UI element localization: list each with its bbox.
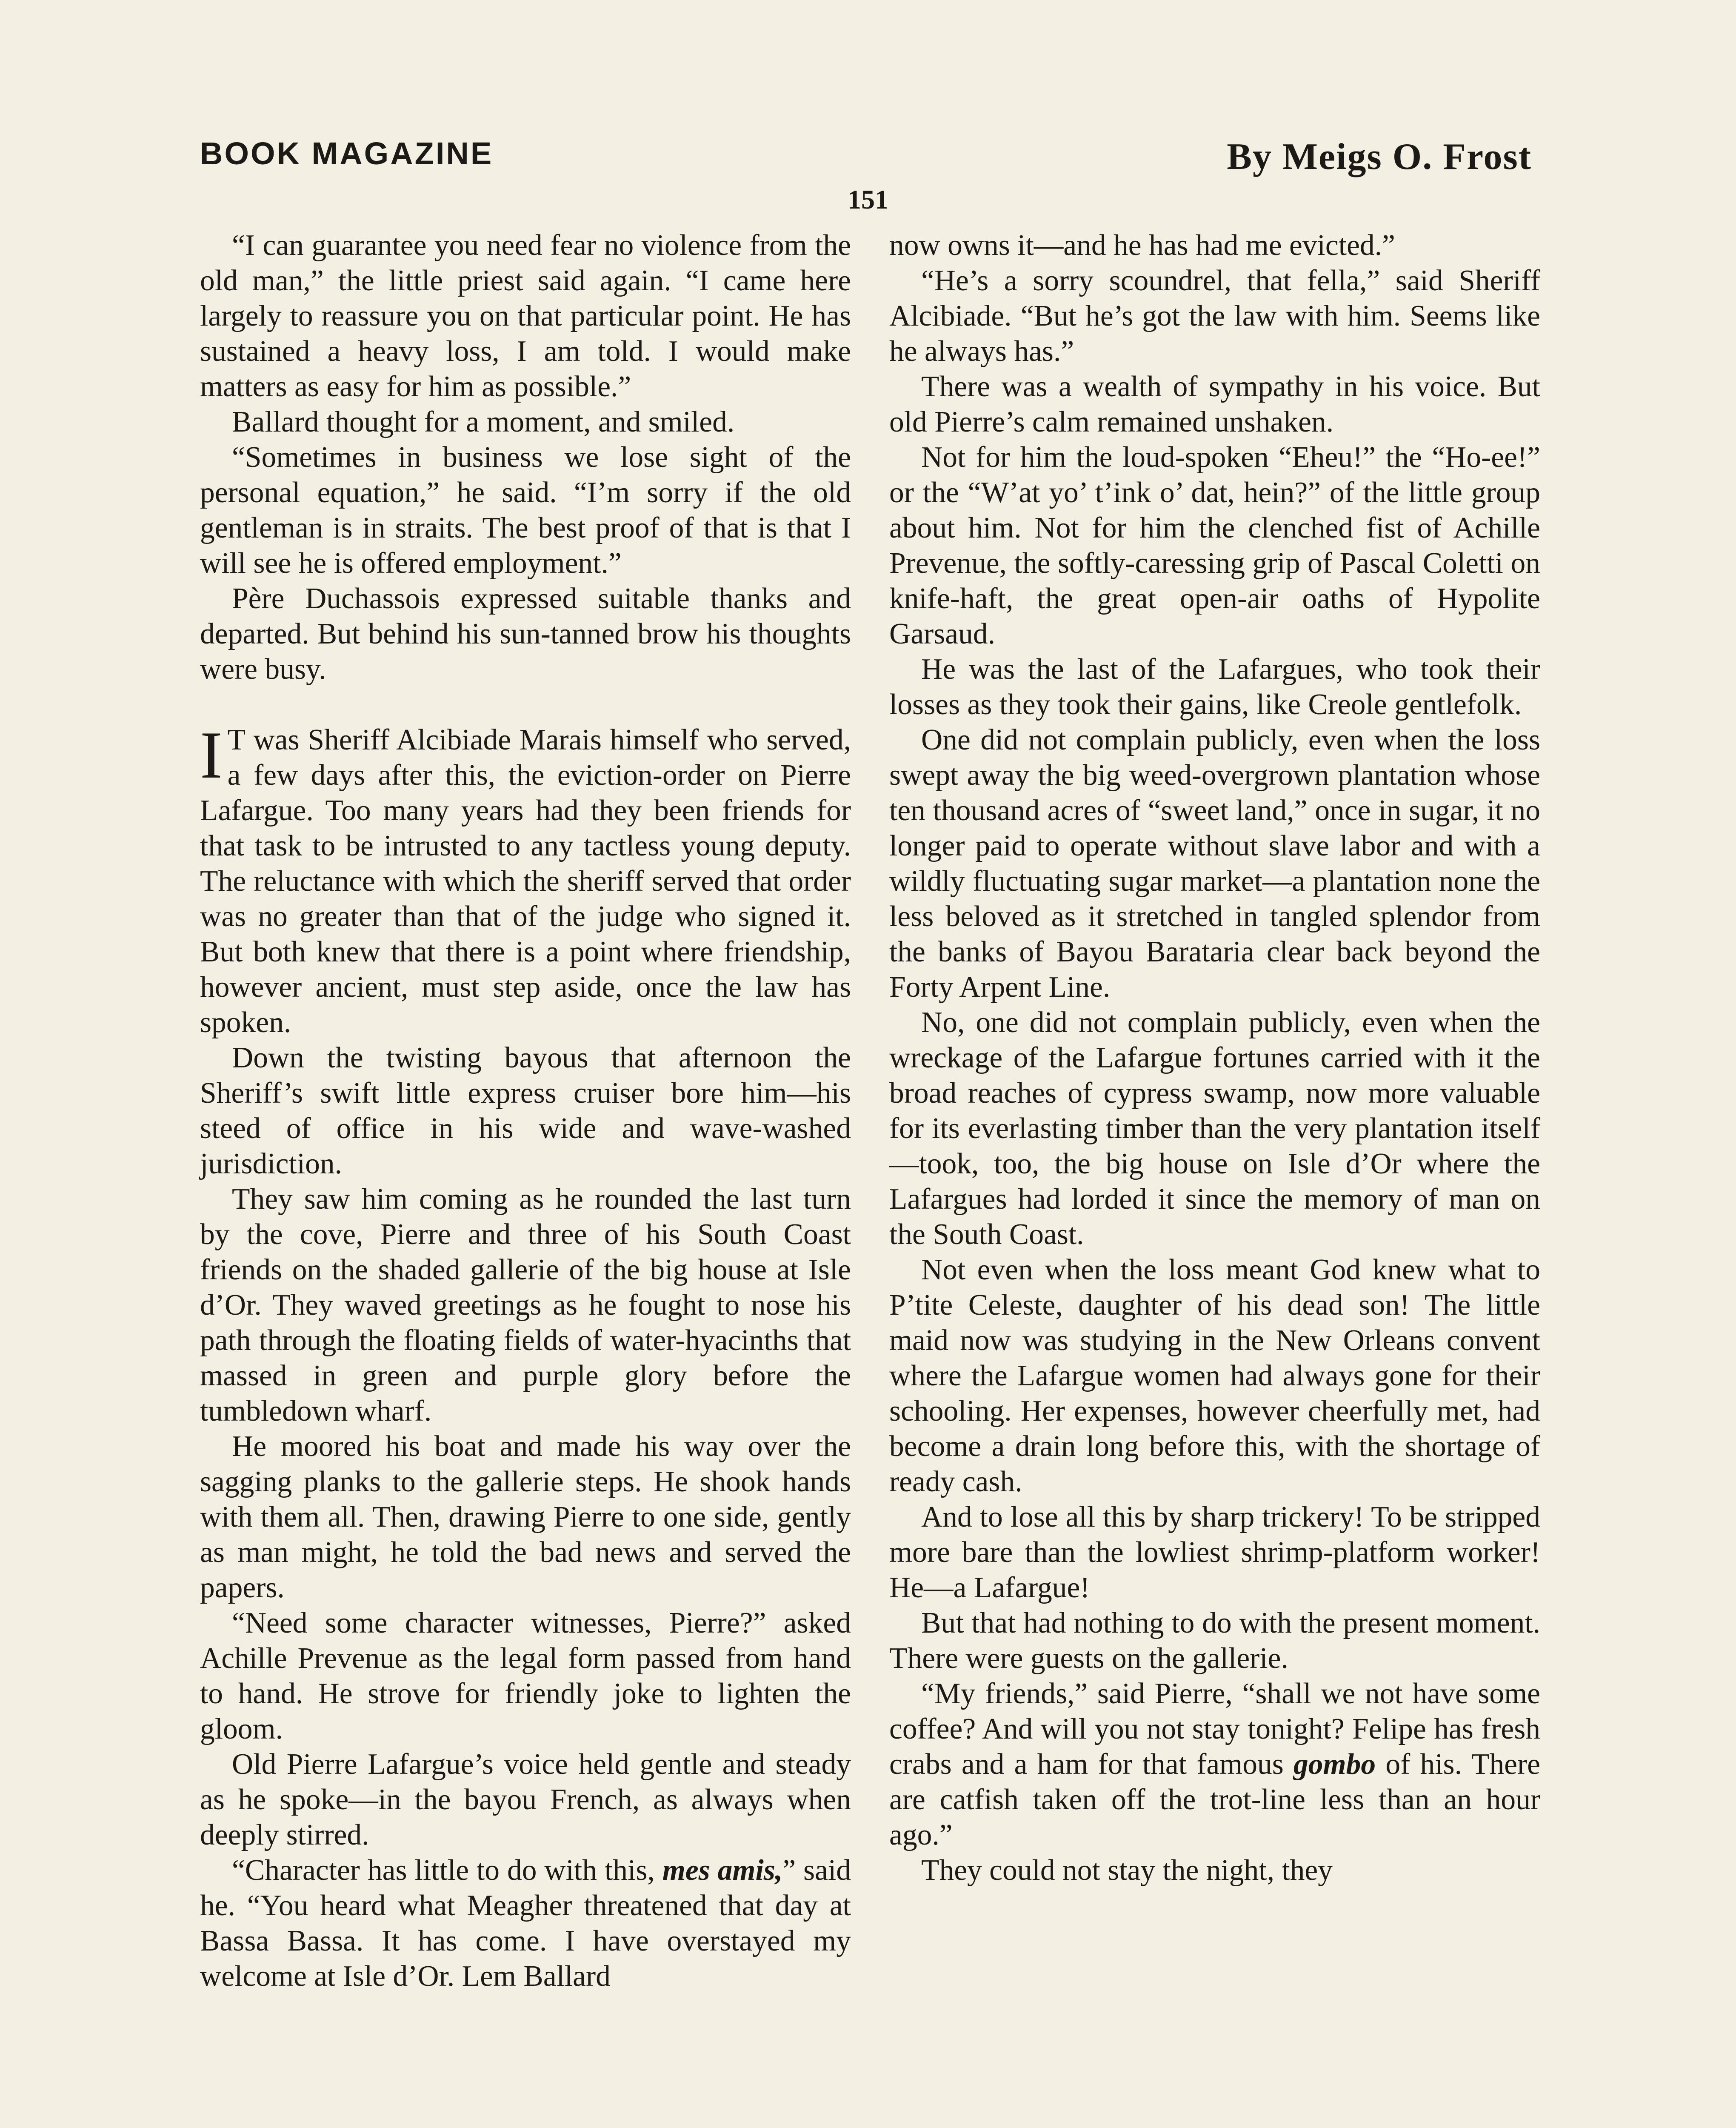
section-start-text: T was Sheriff Alcibiade Marais himself who served, a few days after this, the eviction-order on Pierre Lafargue. Too many years had they been friends for that task to be intrusted to any tactless young deputy. The reluctance with which the sheriff served that order was no greater than that of the judge who signed it. But both knew that there is a point where friendship, however ancient, must step aside, once the law has spoken.: [200, 724, 851, 1039]
paragraph: “I can guarantee you need fear no violence from the old man,” the little priest said again. “I came here largely to reassure you on that particular point. He has sustained a heavy loss, I am told. I would make matters as easy for him as possible.”: [200, 229, 851, 403]
italic-phrase: mes amis,: [662, 1854, 783, 1887]
drop-cap: I: [200, 718, 223, 792]
paragraph: Père Duchassois expressed suitable thanks and departed. But behind his sun-tanned brow his thoughts were busy.: [200, 582, 851, 686]
text-run: of his. There are catfish taken off the trot-line less than an hour ago.”: [889, 1748, 1540, 1851]
author-byline: By Meigs O. Frost: [1227, 136, 1532, 177]
text-run: “Character has little to do with this,: [232, 1854, 662, 1887]
paragraph: “Need some character witnesses, Pierre?” asked Achille Prevenue as the legal form passed from hand to hand. He strove for friendly joke to lighten the gloom.: [200, 1607, 851, 1745]
section-start-paragraph: [200, 718, 851, 1040]
text-run: “My friends,” said Pierre, “shall we not have some coffee? And will you not stay tonight? Felipe has fresh crabs and a ham for that famous: [889, 1677, 1540, 1781]
paragraph: And to lose all this by sharp trickery! To be stripped more bare than the lowliest shrimp-platform worker! He—a Lafargue!: [889, 1501, 1540, 1604]
paragraph: But that had nothing to do with the present moment. There were guests on the gallerie.: [889, 1607, 1540, 1675]
paragraph: [889, 1676, 1540, 1853]
continued-paragraph: now owns it—and he has had me evicted.”: [889, 229, 1395, 262]
paragraph: One did not complain publicly, even when the loss swept away the big weed-overgrown plantation whose ten thousand acres of “sweet land,” once in sugar, it no longer paid to operate without slave labor and with a wildly fluctuating sugar market—a plantation none the less beloved as it stretched in tangled splendor from the banks of Bayou Barataria clear back beyond the Forty Arpent Line.: [889, 724, 1540, 1004]
paragraph: Not even when the loss meant God knew what to P’tite Celeste, daughter of his dead son! The little maid now was studying in the New Orleans convent where the Lafargue women had always gone for their schooling. Her expenses, however cheerfully met, had become a drain long before this, with the shortage of ready cash.: [889, 1253, 1540, 1498]
italic-phrase: gombo: [1293, 1748, 1376, 1781]
magazine-title: BOOK MAGAZINE: [200, 136, 494, 171]
paragraph: “Sometimes in business we lose sight of the personal equation,” he said. “I’m sorry if the old gentleman is in straits. The best proof of that is that I will see he is offered employment.”: [200, 441, 851, 580]
paragraph: They could not stay the night, they: [921, 1854, 1333, 1887]
paragraph: He moored his boat and made his way over the sagging planks to the gallerie steps. He shook hands with them all. Then, drawing Pierre to one side, gently as man might, he told the bad news and served the papers.: [200, 1430, 851, 1604]
paragraph: Not for him the loud-spoken “Eheu!” the “Ho-ee!” or the “W’at yo’ t’ink o’ dat, hein?” of the little group about him. Not for him the clenched fist of Achille Prevenue, the softly-caressing grip of Pascal Coletti on knife-haft, the great open-air oaths of Hypolite Garsaud.: [889, 441, 1540, 650]
paragraph: “He’s a sorry scoundrel, that fella,” said Sheriff Alcibiade. “But he’s got the law with him. Seems like he always has.”: [889, 264, 1540, 368]
paragraph: [200, 1853, 851, 1994]
paragraph: There was a wealth of sympathy in his voice. But old Pierre’s calm remained unshaken.: [889, 370, 1540, 438]
paragraph: Old Pierre Lafargue’s voice held gentle and steady as he spoke—in the bayou French, as always when deeply stirred.: [200, 1748, 851, 1851]
paragraph: Ballard thought for a moment, and smiled.: [232, 406, 735, 438]
paragraph: No, one did not complain publicly, even when the wreckage of the Lafargue fortunes carried with it the broad reaches of cypress swamp, now more valuable for its everlasting timber than the very plantation itself—took, too, the big house on Isle d’Or where the Lafargues had lorded it since the memory of man on the South Coast.: [889, 1006, 1540, 1251]
text-run: ” said he. “You heard what Meagher threatened that day at Bassa Bassa. It has come. I have overstayed my welcome at Isle d’Or. Lem Ballard: [200, 1854, 851, 1993]
paragraph: He was the last of the Lafargues, who took their losses as they took their gains, like Creole gentlefolk.: [889, 653, 1540, 721]
paragraph: They saw him coming as he rounded the last turn by the cove, Pierre and three of his South Coast friends on the shaded gallerie of the big house at Isle d’Or. They waved greetings as he fought to nose his path through the floating fields of water-hyacinths that massed in green and purple glory before the tumbledown wharf.: [200, 1183, 851, 1427]
paragraph: Down the twisting bayous that afternoon the Sheriff’s swift little express cruiser bore him—his steed of office in his wide and wave-washed jurisdiction.: [200, 1041, 851, 1180]
page-number: 151: [848, 184, 888, 215]
running-head: [200, 135, 1532, 182]
right-column: [889, 228, 1540, 1888]
left-column: [200, 228, 851, 1994]
